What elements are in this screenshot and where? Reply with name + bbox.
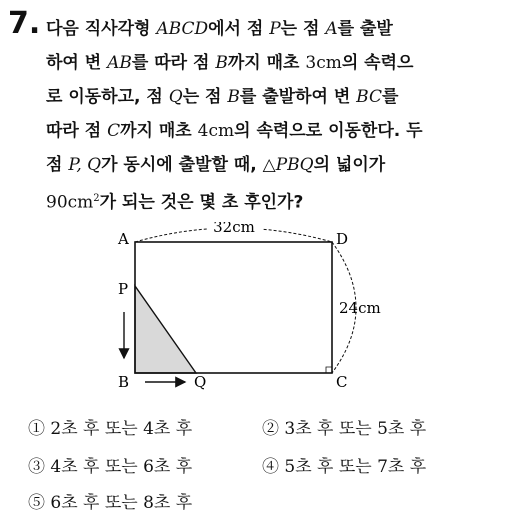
stem-text: 가 되는 것은 몇 초 후인가? bbox=[99, 192, 304, 213]
stem-text: 의 속력으 bbox=[341, 53, 414, 73]
choice-4[interactable] bbox=[262, 452, 426, 477]
stem-math: B bbox=[227, 87, 240, 107]
vertex-label-d: D bbox=[336, 230, 349, 248]
stem-text: 는 점 bbox=[182, 87, 228, 107]
choice-marker: ① bbox=[28, 419, 45, 439]
stem-line-6 bbox=[46, 182, 508, 220]
choice-3[interactable] bbox=[28, 452, 192, 477]
stem-text: 에서 점 bbox=[208, 19, 270, 39]
vertex-label-b: B bbox=[118, 373, 130, 391]
stem-text: 점 bbox=[46, 155, 69, 175]
choice-marker: ② bbox=[262, 419, 279, 439]
stem-math: AB bbox=[107, 53, 132, 73]
stem-text: 의 넓이가 bbox=[313, 155, 386, 175]
choice-marker: ⑤ bbox=[28, 493, 45, 513]
rectangle-figure bbox=[110, 222, 390, 400]
triangle-pbq bbox=[135, 286, 196, 373]
stem-math: A bbox=[325, 19, 338, 39]
stem-math: P, Q bbox=[68, 155, 102, 175]
choice-text: 5초 후 또는 7초 후 bbox=[284, 457, 427, 477]
choice-marker: ④ bbox=[262, 457, 279, 477]
stem-text: 따라 점 bbox=[46, 121, 108, 141]
choice-1[interactable] bbox=[28, 414, 192, 439]
stem-text: 다음 직사각형 bbox=[46, 19, 157, 39]
stem-text: 까지 매초 bbox=[227, 53, 306, 73]
stem-line-1 bbox=[46, 12, 508, 46]
right-dimension-label: 24cm bbox=[339, 299, 381, 317]
choice-marker: ③ bbox=[28, 457, 45, 477]
stem-text: 를 따라 점 bbox=[131, 53, 216, 73]
vertex-label-c: C bbox=[336, 373, 348, 391]
vertex-label-p: P bbox=[118, 280, 129, 298]
choice-text: 3초 후 또는 5초 후 bbox=[284, 419, 427, 439]
stem-superscript: 2 bbox=[93, 193, 100, 204]
stem-text: 를 bbox=[382, 87, 399, 107]
choice-2[interactable] bbox=[262, 414, 426, 439]
stem-number: 4cm bbox=[197, 121, 235, 141]
stem-line-5 bbox=[46, 148, 508, 182]
stem-number: 3cm bbox=[305, 53, 342, 73]
stem-text: 하여 변 bbox=[46, 53, 108, 73]
stem-math: PBQ bbox=[275, 155, 314, 175]
stem-number: 90cm bbox=[46, 192, 94, 213]
stem-math: BC bbox=[356, 87, 382, 107]
vertex-label-a: A bbox=[118, 230, 129, 248]
stem-math: C bbox=[107, 121, 121, 141]
stem-line-3 bbox=[46, 80, 508, 114]
stem-math: Q bbox=[168, 87, 183, 107]
question-number: 7. bbox=[8, 6, 41, 41]
choice-text: 2초 후 또는 4초 후 bbox=[50, 419, 193, 439]
stem-math: B bbox=[215, 53, 228, 73]
stem-text: 의 속력으로 이동한다. 두 bbox=[234, 121, 423, 141]
top-dimension-label: 32cm bbox=[213, 222, 255, 236]
vertex-label-q: Q bbox=[194, 373, 207, 391]
stem-text: 는 점 bbox=[280, 19, 326, 39]
stem-text: 를 출발 bbox=[337, 19, 393, 39]
choice-text: 6초 후 또는 8초 후 bbox=[50, 493, 193, 513]
choice-5[interactable] bbox=[28, 488, 192, 513]
stem-line-4 bbox=[46, 114, 508, 148]
stem-text: 를 출발하여 변 bbox=[239, 87, 357, 107]
stem-line-2 bbox=[46, 46, 508, 80]
stem-math: ABCD bbox=[156, 19, 209, 39]
choice-text: 4초 후 또는 6초 후 bbox=[50, 457, 193, 477]
stem-text: 로 이동하고, 점 bbox=[46, 87, 169, 107]
stem-text: 까지 매초 bbox=[120, 121, 198, 141]
stem-math: P bbox=[269, 19, 281, 39]
stem-text: 가 동시에 출발할 때, △ bbox=[101, 155, 276, 175]
question-stem bbox=[46, 12, 508, 220]
right-angle-mark bbox=[326, 367, 332, 373]
